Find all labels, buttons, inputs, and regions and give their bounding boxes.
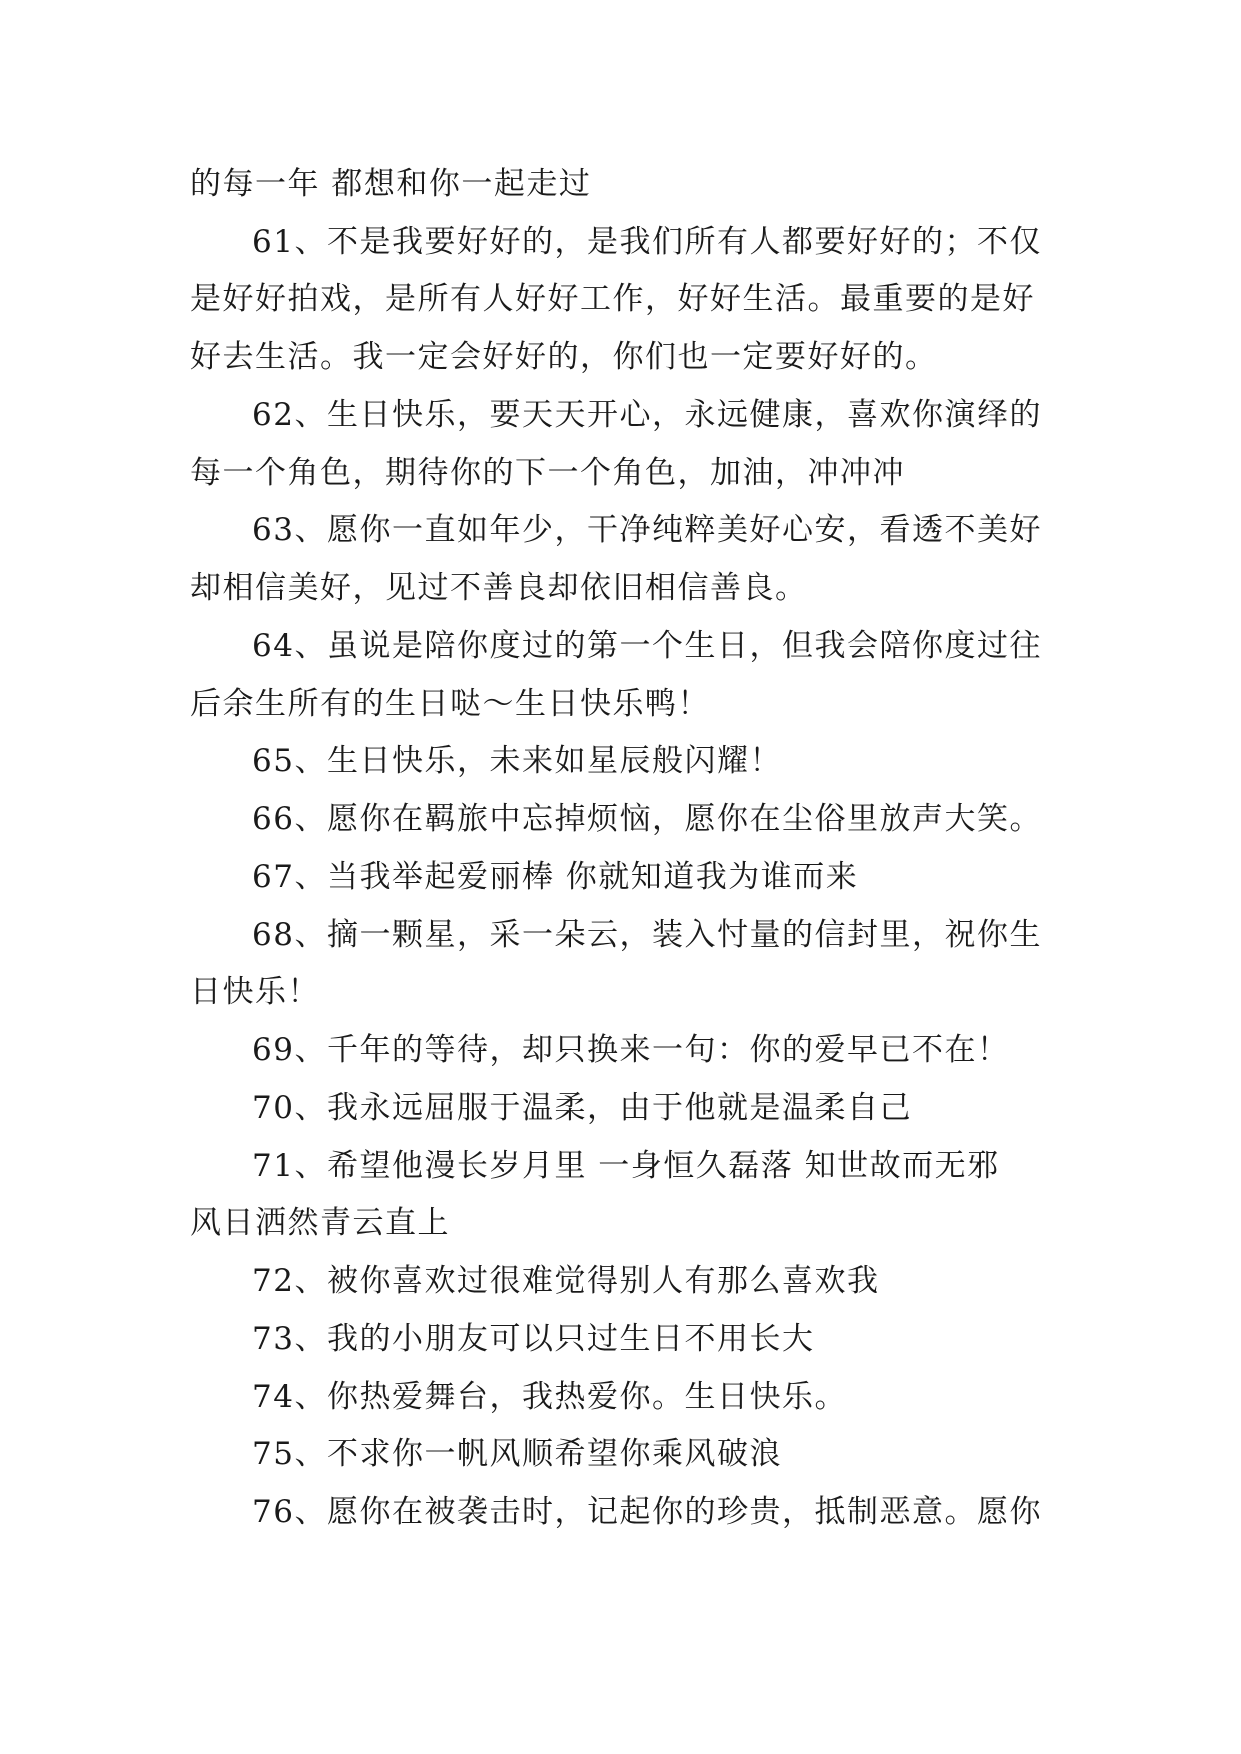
text-line: 日快乐！ bbox=[190, 974, 320, 1010]
text-line: 后余生所有的生日哒～生日快乐鸭！ bbox=[190, 686, 710, 722]
text-line: 67、当我举起爱丽棒 你就知道我为谁而来 bbox=[252, 859, 859, 895]
text-line: 65、生日快乐，未来如星辰般闪耀！ bbox=[252, 743, 782, 779]
text-line: 71、希望他漫长岁月里 一身恒久磊落 知世故而无邪 bbox=[252, 1148, 1000, 1184]
text-line: 61、不是我要好好的，是我们所有人都要好好的；不仅 bbox=[252, 224, 1042, 260]
text-line: 风日洒然青云直上 bbox=[190, 1205, 450, 1241]
text-line: 70、我永远屈服于温柔，由于他就是温柔自己 bbox=[252, 1090, 912, 1126]
text-line: 73、我的小朋友可以只过生日不用长大 bbox=[252, 1321, 815, 1357]
text-line: 72、被你喜欢过很难觉得别人有那么喜欢我 bbox=[252, 1263, 880, 1299]
text-line: 是好好拍戏，是所有人好好工作，好好生活。最重要的是好 bbox=[190, 281, 1035, 317]
text-line: 好去生活。我一定会好好的，你们也一定要好好的。 bbox=[190, 339, 938, 375]
text-line: 每一个角色，期待你的下一个角色，加油，冲冲冲 bbox=[190, 455, 905, 491]
text-line: 62、生日快乐，要天天开心，永远健康，喜欢你演绎的 bbox=[252, 397, 1042, 433]
text-line: 75、不求你一帆风顺希望你乘风破浪 bbox=[252, 1436, 782, 1472]
text-line: 却相信美好，见过不善良却依旧相信善良。 bbox=[190, 570, 808, 606]
text-line: 的每一年 都想和你一起走过 bbox=[190, 166, 592, 202]
text-line: 63、愿你一直如年少，干净纯粹美好心安，看透不美好 bbox=[252, 512, 1042, 548]
text-line: 68、摘一颗星，采一朵云，装入忖量的信封里，祝你生 bbox=[252, 917, 1042, 953]
text-line: 69、千年的等待，却只换来一句：你的爱早已不在！ bbox=[252, 1032, 1010, 1068]
text-line: 64、虽说是陪你度过的第一个生日，但我会陪你度过往 bbox=[252, 628, 1042, 664]
text-line: 66、愿你在羁旅中忘掉烦恼，愿你在尘俗里放声大笑。 bbox=[252, 801, 1042, 837]
text-line: 76、愿你在被袭击时，记起你的珍贵，抵制恶意。愿你 bbox=[252, 1494, 1042, 1530]
text-line: 74、你热爱舞台，我热爱你。生日快乐。 bbox=[252, 1379, 847, 1415]
